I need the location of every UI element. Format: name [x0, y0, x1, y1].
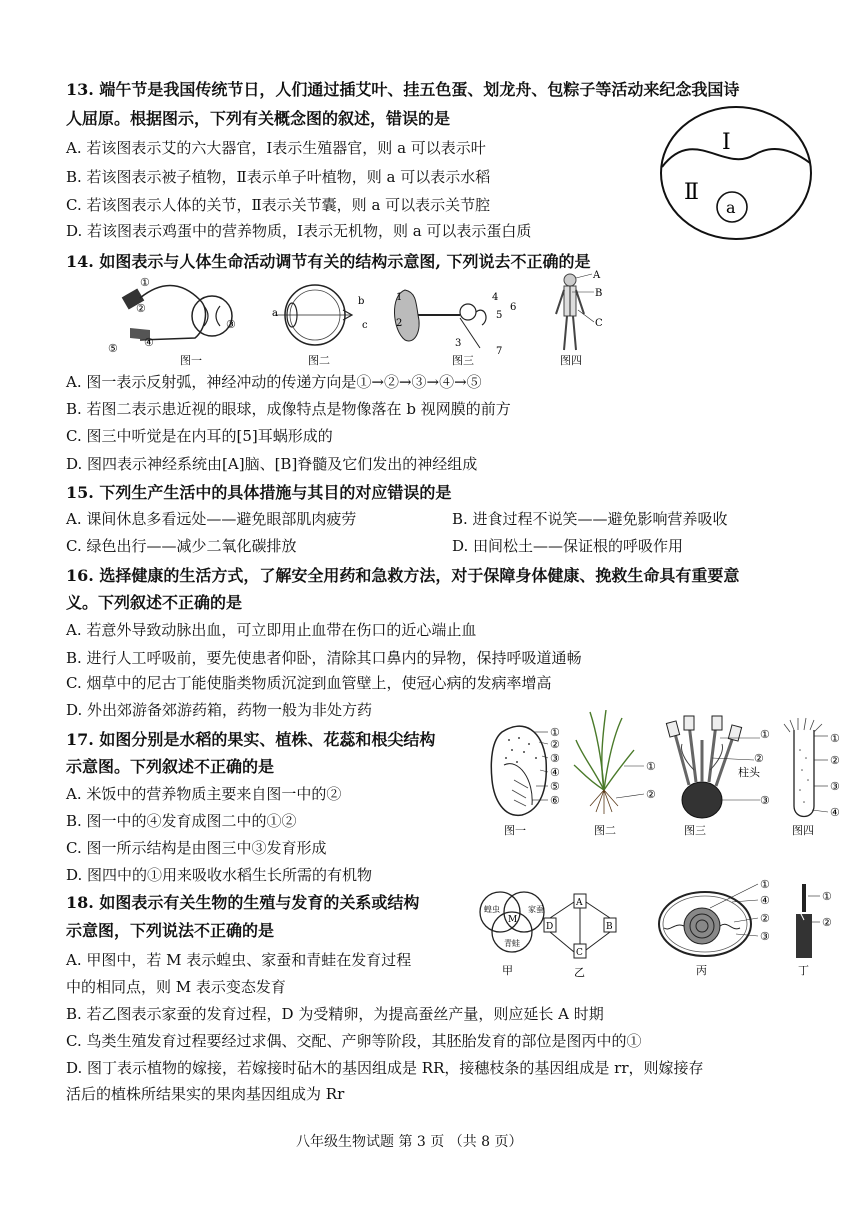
- q14-fig2-caption: 图二: [308, 354, 330, 367]
- q18-fig-bing-caption: 丙: [696, 964, 707, 977]
- svg-text:⑥: ⑥: [550, 794, 560, 807]
- svg-text:④: ④: [760, 894, 770, 907]
- q18-fig-yi-caption: 乙: [574, 966, 585, 979]
- q13-label-II: Ⅱ: [684, 180, 699, 205]
- grafting-figure: [796, 884, 832, 977]
- q14-option-d: D. 图四表示神经系统由[A]脑、[B]脊髓及它们发出的神经组成: [66, 455, 478, 473]
- q13-option-b: B. 若该图表示被子植物，Ⅱ表示单子叶植物，则 a 可以表示水稻: [66, 168, 491, 186]
- svg-text:A: A: [593, 270, 601, 281]
- q18-option-a-line2: 中的相同点，则 M 表示变态发育: [66, 978, 286, 996]
- svg-text:②: ②: [754, 752, 764, 765]
- q14-fig3-caption: 图三: [452, 354, 474, 367]
- q17-stem-line2: 示意图。下列叙述不正确的是: [66, 757, 275, 776]
- bird-egg-figure: [659, 878, 770, 977]
- svg-text:⑤: ⑤: [108, 342, 118, 355]
- q14-option-b: B. 若图二表示患近视的眼球，成像特点是物像落在 b 视网膜的前方: [66, 400, 511, 418]
- root-tip-figure: [784, 718, 840, 837]
- q17-fig1-caption: 图一: [504, 824, 526, 837]
- q17-stigma-label: 柱头: [738, 766, 760, 779]
- svg-text:④: ④: [830, 806, 840, 819]
- svg-text:①: ①: [140, 276, 150, 289]
- svg-text:c: c: [362, 320, 368, 331]
- svg-text:①: ①: [830, 732, 840, 745]
- svg-text:①: ①: [760, 878, 770, 891]
- q16-stem-line2: 义。下列叙述不正确的是: [66, 593, 243, 612]
- svg-text:家蚕: 家蚕: [528, 905, 544, 914]
- svg-text:D: D: [546, 922, 554, 932]
- q14-fig1-caption: 图一: [180, 354, 202, 367]
- q13-concept-diagram: [654, 103, 819, 243]
- reflex-arc-figure: [108, 276, 236, 367]
- rice-flower-figure: [666, 716, 770, 837]
- q13-stem-line1: 13. 端午节是我国传统节日，人们通过插艾叶、挂五色蛋、划龙舟、包粽子等活动来纪念我国诗: [66, 80, 740, 99]
- svg-text:2: 2: [396, 318, 403, 329]
- q13-option-d: D. 若该图表示鸡蛋中的营养物质，Ⅰ表示无机物，则 a 可以表示蛋白质: [66, 222, 532, 240]
- q18-option-d-line2: 活后的植株所结果实的果肉基因组成为 Rr: [66, 1085, 345, 1103]
- svg-text:4: 4: [492, 292, 499, 303]
- svg-text:④: ④: [144, 336, 154, 349]
- svg-text:M: M: [508, 915, 518, 925]
- q14-option-c: C. 图三中听觉是在内耳的[5]耳蜗形成的: [66, 427, 333, 445]
- q17-figures: [484, 710, 854, 840]
- nervous-system-figure: [556, 270, 603, 367]
- q17-option-c: C. 图一所示结构是由图三中③发育形成: [66, 839, 327, 857]
- svg-text:②: ②: [550, 738, 560, 751]
- q18-option-d-line1: D. 图丁表示植物的嫁接，若嫁接时砧木的基因组成是 RR，接穗枝条的基因组成是 rr，则嫁接存: [66, 1059, 704, 1077]
- svg-text:5: 5: [496, 310, 503, 321]
- q15-option-a: A. 课间休息多看远处——避免眼部肌肉疲劳: [66, 510, 357, 528]
- q17-fig3-caption: 图三: [684, 824, 706, 837]
- q13-label-a: a: [726, 198, 736, 217]
- q13-option-a: A. 若该图表示艾的六大器官，Ⅰ表示生殖器官，则 a 可以表示叶: [66, 139, 486, 157]
- svg-text:①: ①: [822, 890, 832, 903]
- q17-option-a: A. 米饭中的营养物质主要来自图一中的②: [66, 785, 342, 803]
- q17-option-d: D. 图四中的①用来吸收水稻生长所需的有机物: [66, 866, 373, 884]
- q16-option-b: B. 进行人工呼吸前，要先使患者仰卧，清除其口鼻内的异物，保持呼吸道通畅: [66, 649, 582, 667]
- svg-text:③: ③: [830, 780, 840, 793]
- q15-option-c: C. 绿色出行——减少二氧化碳排放: [66, 537, 297, 555]
- eyeball-figure: [272, 285, 368, 367]
- q15-option-b: B. 进食过程不说笑——避免影响营养吸收: [452, 510, 728, 528]
- svg-text:②: ②: [830, 754, 840, 767]
- q17-fig2-caption: 图二: [594, 824, 616, 837]
- svg-text:①: ①: [760, 728, 770, 741]
- svg-text:B: B: [595, 288, 603, 299]
- svg-text:7: 7: [496, 346, 503, 357]
- q17-option-b: B. 图一中的④发育成图二中的①②: [66, 812, 297, 830]
- svg-text:a: a: [272, 308, 278, 319]
- q18-option-a-line1: A. 甲图中，若 M 表示蝗虫、家蚕和青蛙在发育过程: [66, 951, 412, 969]
- svg-text:B: B: [606, 922, 613, 932]
- svg-text:蝗虫: 蝗虫: [484, 905, 500, 914]
- svg-text:①: ①: [646, 760, 656, 773]
- svg-text:③: ③: [760, 794, 770, 807]
- svg-text:②: ②: [136, 302, 146, 315]
- svg-text:②: ②: [822, 916, 832, 929]
- q18-option-b: B. 若乙图表示家蚕的发育过程，D 为受精卵，为提高蚕丝产量，则应延长 A 时期: [66, 1005, 604, 1023]
- q15-stem: 15. 下列生产生活中的具体措施与其目的对应错误的是: [66, 483, 452, 502]
- q14-option-a: A. 图一表示反射弧，神经冲动的传递方向是①→②→③→④→⑤: [66, 373, 482, 391]
- q18-fig-ding-caption: 丁: [798, 964, 809, 977]
- q16-stem-line1: 16. 选择健康的生活方式，了解安全用药和急救方法，对于保障身体健康、挽救生命具有重要意: [66, 566, 740, 585]
- q13-stem-line2: 人屈原。根据图示，下列有关概念图的叙述，错误的是: [66, 109, 451, 128]
- life-cycle-figure: [544, 894, 616, 979]
- page-footer: 八年级生物试题 第 3 页 （共 8 页）: [296, 1134, 523, 1150]
- q18-stem-line2: 示意图，下列说法不正确的是: [66, 921, 275, 940]
- svg-text:1: 1: [396, 292, 403, 303]
- svg-text:②: ②: [646, 788, 656, 801]
- q14-stem: 14. 如图表示与人体生命活动调节有关的结构示意图, 下列说去不正确的是: [66, 252, 591, 271]
- svg-text:3: 3: [455, 338, 462, 349]
- q17-stem-line1: 17. 如图分别是水稻的果实、植株、花蕊和根尖结构: [66, 730, 436, 749]
- svg-text:A: A: [576, 898, 583, 908]
- svg-text:③: ③: [550, 752, 560, 765]
- q17-fig4-caption: 图四: [792, 824, 814, 837]
- q13-label-I: Ⅰ: [722, 130, 731, 155]
- svg-text:青蛙: 青蛙: [504, 939, 520, 948]
- q13-option-c: C. 若该图表示人体的关节，Ⅱ表示关节囊，则 a 可以表示关节腔: [66, 196, 491, 214]
- svg-text:③: ③: [226, 318, 236, 331]
- svg-text:b: b: [358, 296, 365, 307]
- q14-figures: [100, 270, 620, 370]
- ear-figure: [394, 290, 516, 367]
- rice-plant-figure: [574, 710, 634, 814]
- q18-stem-line1: 18. 如图表示有关生物的生殖与发育的关系或结构: [66, 893, 420, 912]
- svg-text:④: ④: [550, 766, 560, 779]
- q18-option-c: C. 鸟类生殖发育过程要经过求偶、交配、产卵等阶段，其胚胎发育的部位是图丙中的①: [66, 1032, 642, 1050]
- q16-option-d: D. 外出郊游备郊游药箱，药物一般为非处方药: [66, 701, 373, 719]
- svg-text:③: ③: [760, 930, 770, 943]
- q18-fig-jia-caption: 甲: [502, 964, 513, 977]
- svg-text:C: C: [595, 318, 603, 329]
- svg-text:①: ①: [550, 726, 560, 739]
- q18-figures: [470, 872, 855, 980]
- svg-text:6: 6: [510, 302, 517, 313]
- q15-option-d: D. 田间松土——保证根的呼吸作用: [452, 537, 684, 555]
- svg-text:②: ②: [760, 912, 770, 925]
- svg-text:C: C: [576, 948, 583, 958]
- q16-option-a: A. 若意外导致动脉出血，可立即用止血带在伤口的近心端止血: [66, 621, 477, 639]
- rice-grain-figure: [491, 726, 560, 837]
- svg-text:⑤: ⑤: [550, 780, 560, 793]
- q14-fig4-caption: 图四: [560, 354, 582, 367]
- venn-diagram-figure: [480, 892, 544, 977]
- q16-option-c: C. 烟草中的尼古丁能使脂类物质沉淀到血管壁上，使冠心病的发病率增高: [66, 674, 552, 692]
